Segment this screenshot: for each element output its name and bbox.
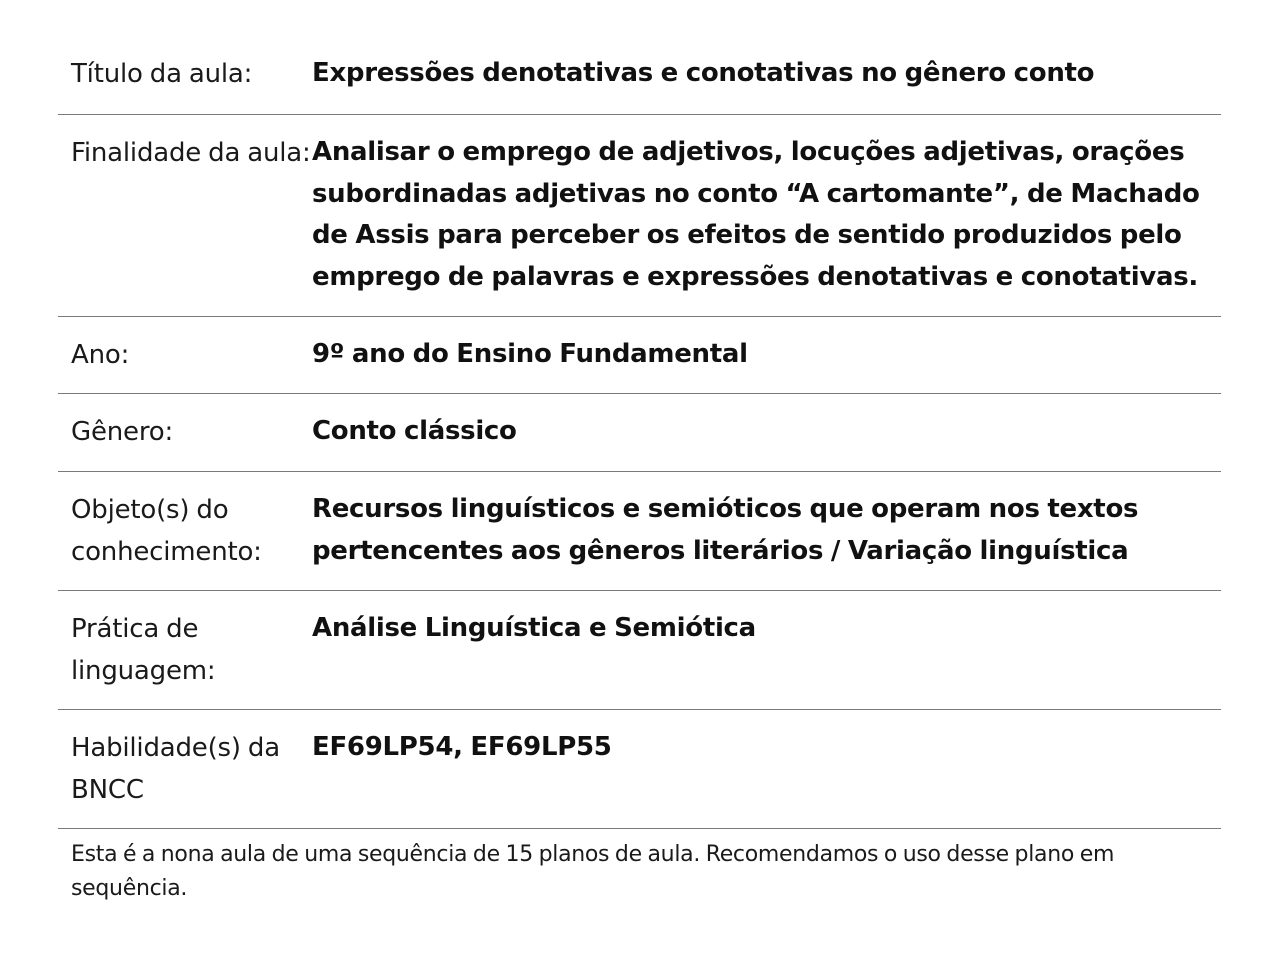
lesson-info-table [58,36,1221,829]
row-value-genero: Conto clássico [312,416,517,446]
row-label-objeto: Objeto(s) do conhecimento: [71,495,262,567]
row-titulo [58,36,1221,115]
row-habilidade [58,710,1221,829]
row-genero [58,394,1221,472]
row-label-finalidade: Finalidade da aula: [71,138,311,168]
row-label-ano: Ano: [71,340,130,370]
row-label-habilidade: Habilidade(s) da BNCC [71,733,280,805]
row-value-habilidade: EF69LP54, EF69LP55 [312,732,612,762]
row-ano [58,317,1221,394]
sequence-note: Esta é a nona aula de uma sequência de 15 planos de aula. Recomendamos o uso desse plano em sequência. [71,842,1115,901]
row-value-ano: 9º ano do Ensino Fundamental [312,339,748,369]
row-label-titulo: Título da aula: [71,59,253,89]
row-value-pratica: Análise Linguística e Semiótica [312,613,756,643]
row-finalidade [58,115,1221,317]
row-value-finalidade: Analisar o emprego de adjetivos, locuções adjetivas, orações subordinadas adjetivas no conto “A cartomante”, de Machado de Assis para perceber os efeitos de sentido produzidos pelo emprego de palavras e expressões denotativas e conotativas. [312,137,1200,292]
row-label-genero: Gênero: [71,417,174,447]
row-value-objeto: Recursos linguísticos e semióticos que operam nos textos pertencentes aos gêneros literários / Variação linguística [312,494,1139,566]
row-pratica [58,591,1221,710]
row-value-titulo: Expressões denotativas e conotativas no gênero conto [312,58,1095,88]
row-label-pratica: Prática de linguagem: [71,614,216,686]
row-objeto [58,472,1221,591]
